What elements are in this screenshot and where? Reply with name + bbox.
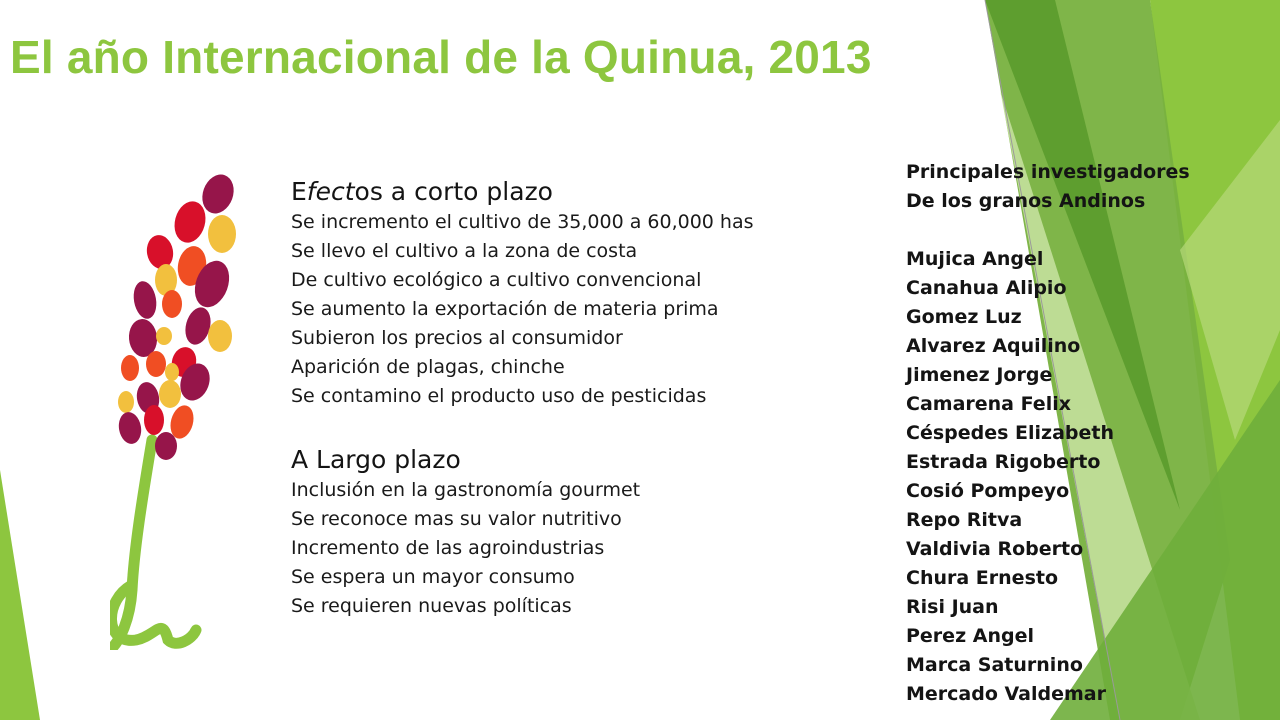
short-term-item: Aparición de plagas, chinche (291, 356, 565, 378)
quinoa-grain (121, 355, 139, 381)
short-term-heading (291, 176, 754, 208)
quinoa-grain (131, 279, 159, 320)
slide-title: El año Internacional de la Quinua, 2013 (10, 31, 872, 83)
quinoa-plant-logo (110, 170, 250, 650)
researcher-name: Repo Ritva (906, 509, 1023, 531)
long-term-item: Se reconoce mas su valor nutritivo (291, 508, 622, 530)
researcher-name: Chura Ernesto (906, 567, 1059, 589)
quinoa-grain (155, 432, 177, 460)
quinoa-grain (116, 410, 143, 445)
researcher-name: Gomez Luz (906, 306, 1022, 328)
spacer (906, 216, 1190, 245)
short-term-item: Subieron los precios al consumidor (291, 327, 623, 349)
researchers-heading-line: De los granos Andinos (906, 190, 1146, 212)
short-term-heading-part-1: E (291, 177, 307, 206)
researcher-name: Camarena Felix (906, 393, 1071, 415)
short-term-effects-section (291, 176, 754, 411)
quinoa-grain (146, 351, 166, 377)
long-term-effects-section (291, 444, 640, 621)
researcher-name: Céspedes Elizabeth (906, 422, 1115, 444)
quinoa-grain (156, 327, 172, 345)
quinoa-grain (165, 363, 179, 381)
short-term-item: Se contamino el producto uso de pesticidas (291, 385, 707, 407)
researcher-name: Risi Juan (906, 596, 999, 618)
researcher-name: Jimenez Jorge (906, 364, 1053, 386)
researcher-name: Mujica Angel (906, 248, 1044, 270)
researcher-name: Estrada Rigoberto (906, 451, 1101, 473)
long-term-item: Incremento de las agroindustrias (291, 537, 605, 559)
researcher-name: Valdivia Roberto (906, 538, 1084, 560)
quinoa-grain (159, 380, 181, 408)
quinoa-grain (118, 391, 134, 413)
long-term-item: Se requieren nuevas políticas (291, 595, 572, 617)
quinoa-grain (208, 320, 232, 352)
long-term-item: Se espera un mayor consumo (291, 566, 575, 588)
researcher-name: Marca Saturnino (906, 654, 1083, 676)
researchers-list (906, 158, 1190, 709)
researcher-name: Mercado Valdemar (906, 683, 1106, 705)
short-term-heading-part-2: fect (306, 177, 355, 206)
quinoa-grain (144, 233, 176, 271)
researcher-name: Alvarez Aquilino (906, 335, 1081, 357)
short-term-item: Se llevo el cultivo a la zona de costa (291, 240, 638, 262)
quinoa-grain (208, 215, 236, 253)
researcher-name: Canahua Alipio (906, 277, 1067, 299)
quinoa-grain (144, 405, 164, 435)
researcher-name: Cosió Pompeyo (906, 480, 1070, 502)
researcher-name: Perez Angel (906, 625, 1034, 647)
long-term-item: Inclusión en la gastronomía gourmet (291, 479, 641, 501)
short-term-heading-part-3: os a corto plazo (354, 177, 553, 206)
short-term-item: Se incremento el cultivo de 35,000 a 60,000 has (291, 211, 754, 233)
researchers-heading-line: Principales investigadores (906, 161, 1190, 183)
short-term-item: De cultivo ecológico a cultivo convencional (291, 269, 702, 291)
short-term-item: Se aumento la exportación de materia prima (291, 298, 719, 320)
long-term-heading: A Largo plazo (291, 445, 461, 474)
quinoa-grain (162, 290, 182, 318)
